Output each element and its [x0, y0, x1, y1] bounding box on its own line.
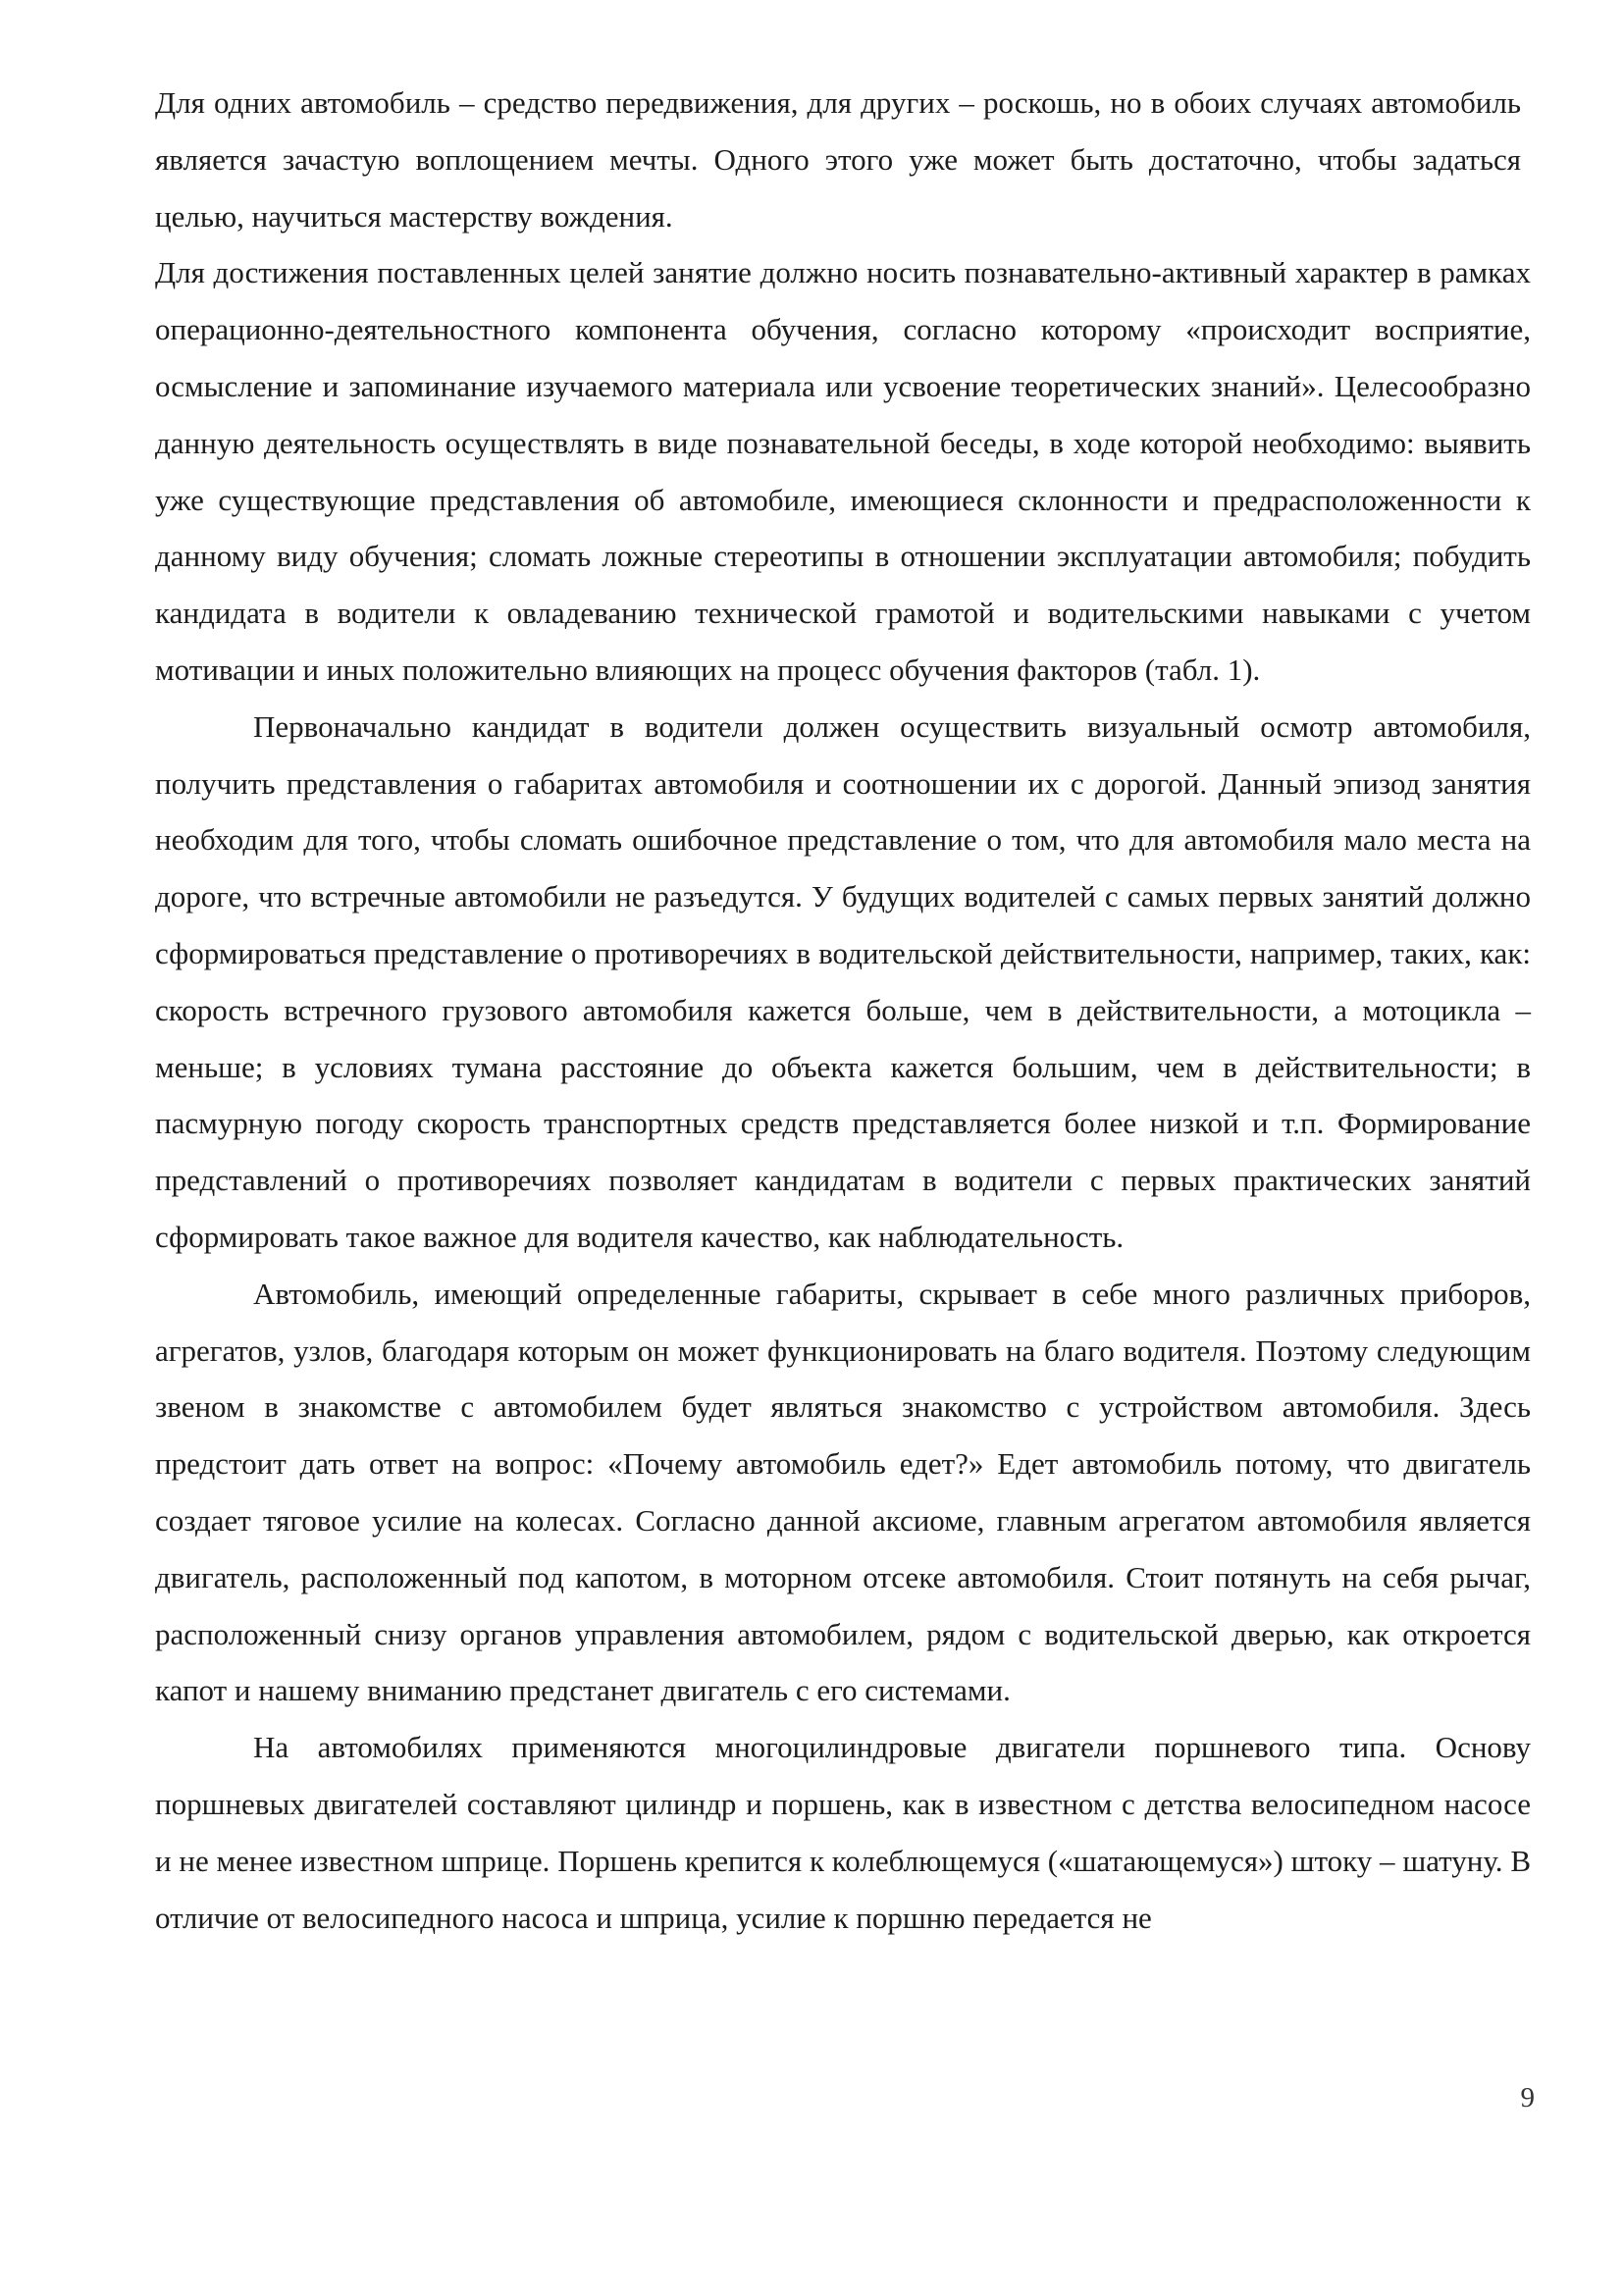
body-text — [155, 75, 1531, 1946]
paragraph-car-structure: Автомобиль, имеющий определенные габариты, скрывает в себе много различных приборов, агрегатов, узлов, благодаря которым он может функционировать на благо водителя. Поэтому следующим звеном в знакомстве с автомобилем будет являться знакомство с устройством автомобиля. Здесь предстоит дать ответ на вопрос: «Почему автомобиль едет?» Едет автомобиль потому, что двигатель создает тяговое усилие на колесах. Согласно данной аксиоме, главным агрегатом автомобиля является двигатель, расположенный под капотом, в моторном отсеке автомобиля. Стоит потянуть на себя рычаг, расположенный снизу органов управления автомобилем, рядом с водительской дверью, как откроется капот и нашему вниманию предстанет двигатель с его системами. — [155, 1276, 1531, 1708]
page-number: 9 — [1520, 2082, 1535, 2113]
paragraph-engines: На автомобилях применяются многоцилиндровые двигатели поршневого типа. Основу поршневых двигателей составляют цилиндр и поршень, как в известном с детства велосипедном насосе и не менее известном шприце. Поршень крепится к колеблющемуся («шатающемуся») штоку – шатуну. В отличие от велосипедного насоса и шприца, усилие к поршню передается не — [155, 1730, 1531, 1935]
paragraph-visual-inspection: Первоначально кандидат в водители должен осуществить визуальный осмотр автомобиля, получить представления о габаритах автомобиля и соотношении их с дорогой. Данный эпизод занятия необходим для того, чтобы сломать ошибочное представление о том, что для автомобиля мало места на дороге, что встречные автомобили не разъедутся. У будущих водителей с самых первых занятий должно сформироваться представление о противоречиях в водительской действительности, например, таких, как: скорость встречного грузового автомобиля кажется больше, чем в действительности, а мотоцикла –меньше; в условиях тумана расстояние до объекта кажется большим, чем в действительности; в пасмурную погоду скорость транспортных средств представляется более низкой и т.п. Формирование представлений о противоречиях позволяет кандидатам в водители с первых практических занятий сформировать такое важное для водителя качество, как наблюдательность. — [155, 708, 1531, 1254]
paragraph-intro: Для одних автомобиль – средство передвижения, для других – роскошь, но в обоих случаях автомобиль является зачастую воплощением мечты. Одного этого уже может быть достаточно, чтобы задаться целью, научиться мастерству вождения. — [155, 85, 1521, 234]
paragraph-goals: Для достижения поставленных целей занятие должно носить познавательно-активный характер в рамках операционно-деятельностного компонента обучения, согласно которому «происходит восприятие, осмысление и запоминание изучаемого материала или усвоение теоретических знаний». Целесообразно данную деятельность осуществлять в виде познавательной беседы, в ходе которой необходимо: выявить уже существующие представления об автомобиле, имеющиеся склонности и предрасположенности к данному виду обучения; сломать ложные стереотипы в отношении эксплуатации автомобиля; побудить кандидата в водители к овладеванию технической грамотой и водительскими навыками с учетом мотивации и иных положительно влияющих на процесс обучения факторов (табл. 1). — [155, 255, 1531, 687]
